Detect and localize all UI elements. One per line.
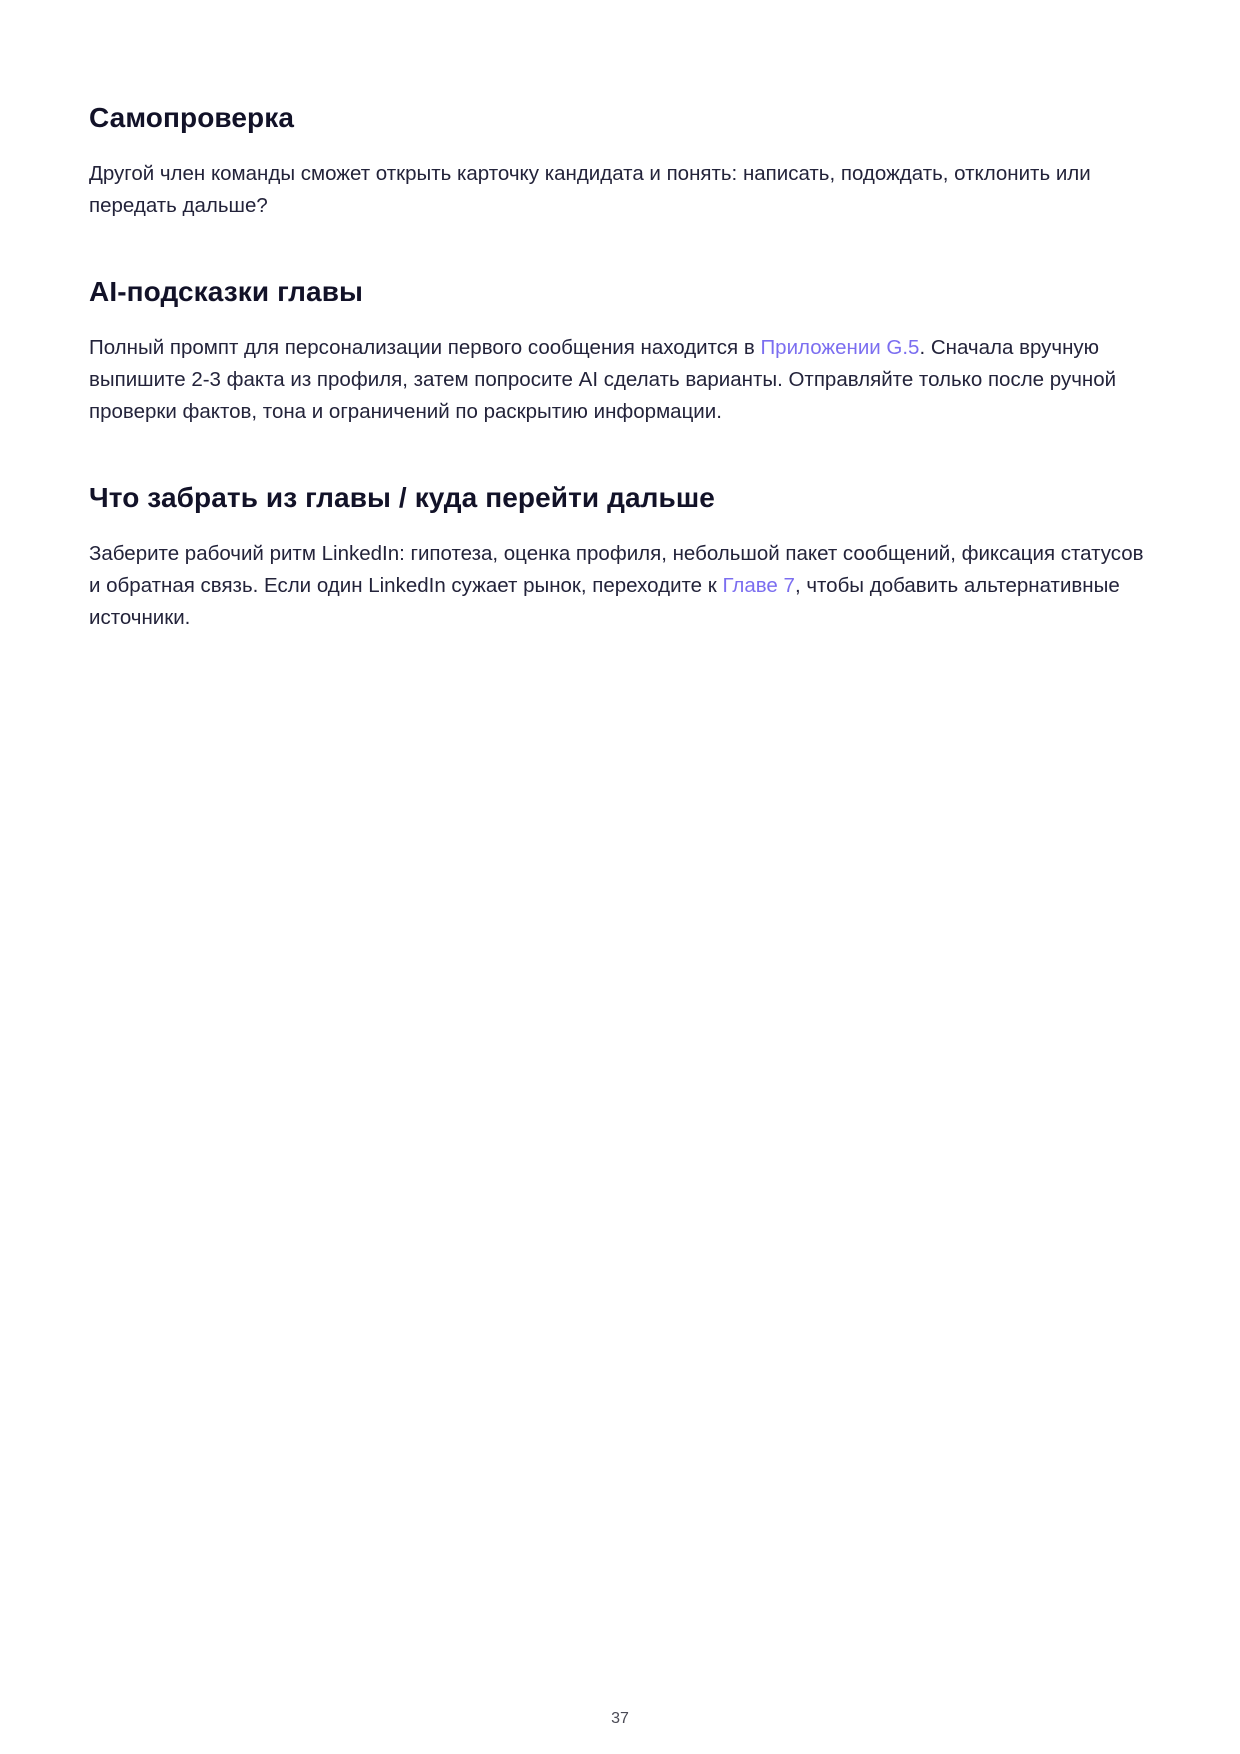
section-paragraph: Другой член команды сможет открыть карточку кандидата и понять: написать, подождать, отклонить или передать дальше? <box>89 162 1091 217</box>
paragraph-text: Заберите рабочий ритм LinkedIn: гипотеза, оценка профиля, небольшой пакет сообщений, фиксация статусов и обратная связь. Если один LinkedIn сужает рынок, переходите к <box>89 542 1144 597</box>
section-paragraph <box>89 538 1151 634</box>
document-page <box>89 100 1151 634</box>
paragraph-text: , чтобы добавить альтернативные источники. <box>89 574 1120 629</box>
section-paragraph <box>89 332 1151 428</box>
paragraph-text: Полный промпт для персонализации первого сообщения находится в <box>89 336 761 359</box>
paragraph-text: . Сначала вручную выпишите 2-3 факта из профиля, затем попросите AI сделать варианты. Отправляйте только после ручной проверки фактов, тона и ограничений по раскрытию информации. <box>89 336 1117 423</box>
appendix-link[interactable]: Приложении G.5 <box>760 336 920 359</box>
section-self-check <box>89 100 1151 222</box>
chapter-link[interactable]: Главе 7 <box>722 574 795 597</box>
section-heading: Самопроверка <box>89 102 295 133</box>
section-heading: AI-подсказки главы <box>89 276 364 307</box>
section-heading: Что забрать из главы / куда перейти дальше <box>89 482 715 513</box>
section-ai-hints <box>89 274 1151 428</box>
section-takeaways <box>89 480 1151 634</box>
page-number: 37 <box>611 1710 629 1727</box>
